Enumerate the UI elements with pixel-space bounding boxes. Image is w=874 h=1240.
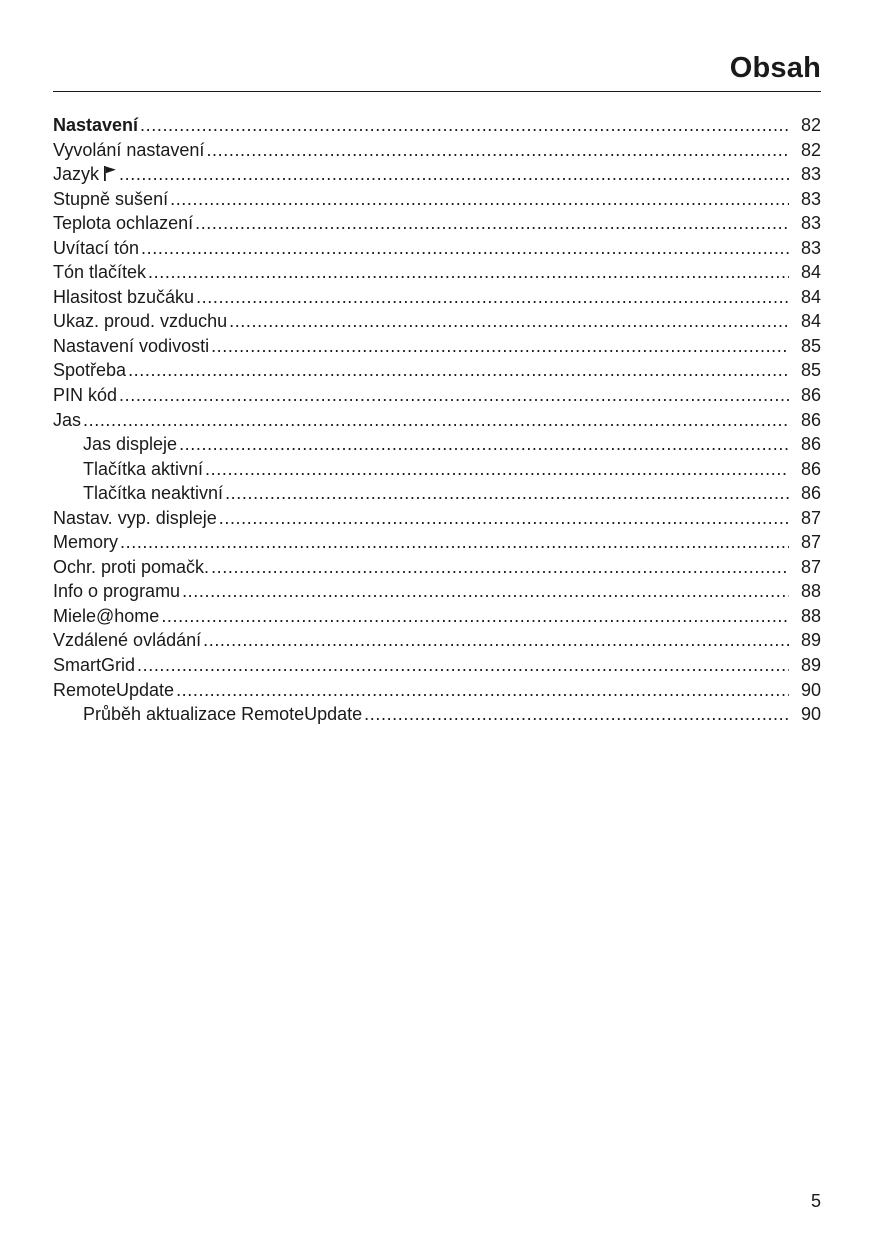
toc-entry[interactable]: [53, 481, 821, 506]
toc-dot-leader: [170, 187, 789, 212]
toc-entry-label: Teplota ochlazení: [53, 213, 194, 234]
toc-entry-page: 88: [800, 581, 821, 602]
toc-entry-label: Průběh aktualizace RemoteUpdate: [83, 704, 363, 725]
toc-entry-page: 86: [800, 409, 821, 430]
toc-entry[interactable]: [53, 358, 821, 383]
toc-entry-label: Vzdálené ovládání: [53, 630, 202, 651]
toc-entry[interactable]: [53, 113, 821, 138]
toc-dot-leader: [179, 432, 789, 457]
toc-dot-leader: [128, 358, 789, 383]
toc-dot-leader: [229, 309, 789, 334]
toc-entry-label: Nastavení vodivosti: [53, 335, 210, 356]
toc-entry-page: 82: [800, 139, 821, 160]
toc-dot-leader: [205, 457, 789, 482]
toc-entry[interactable]: [53, 530, 821, 555]
toc-entry-page: 87: [800, 556, 821, 577]
toc-entry-label: Spotřeba: [53, 360, 127, 381]
toc-entry[interactable]: [53, 579, 821, 604]
toc-dot-leader: [203, 628, 789, 653]
toc-entry-page: 84: [800, 262, 821, 283]
toc-entry[interactable]: [53, 702, 821, 727]
toc-dot-leader: [141, 236, 789, 261]
toc-dot-leader: [219, 506, 789, 531]
toc-dot-leader: [211, 334, 789, 359]
toc-entry[interactable]: [53, 628, 821, 653]
toc-dot-leader: [83, 408, 789, 433]
toc-dot-leader: [176, 678, 789, 703]
toc-entry-label: Hlasitost bzučáku: [53, 286, 195, 307]
toc-entry-page: 88: [800, 605, 821, 626]
page-number: 5: [810, 1191, 821, 1211]
toc-entry-page: 86: [800, 434, 821, 455]
toc-entry[interactable]: [53, 138, 821, 163]
toc-entry-label: Tlačítka aktivní: [83, 458, 204, 479]
toc-entry[interactable]: [53, 383, 821, 408]
title-divider: [53, 91, 821, 92]
toc-entry-page: 85: [800, 335, 821, 356]
toc-entry[interactable]: [53, 334, 821, 359]
toc-entry-page: 89: [800, 630, 821, 651]
toc-entry-page: 89: [800, 655, 821, 676]
toc-dot-leader: [137, 653, 789, 678]
toc-dot-leader: [364, 702, 789, 727]
toc-entry-page: 83: [800, 164, 821, 185]
toc-entry-page: 86: [800, 458, 821, 479]
toc-entry-label: Nastavení: [53, 115, 139, 135]
toc-entry-label: Info o programu: [53, 581, 181, 602]
toc-entry[interactable]: [53, 408, 821, 433]
toc-entry-label-wrap: [53, 162, 117, 187]
toc-entry-page: 86: [800, 385, 821, 406]
toc-entry-label: Ochr. proti pomačk.: [53, 556, 210, 577]
page-title: Obsah: [729, 52, 821, 84]
toc-entry[interactable]: [53, 506, 821, 531]
toc-dot-leader: [195, 211, 789, 236]
toc-entry[interactable]: [53, 678, 821, 703]
toc-entry-label: Tón tlačítek: [53, 262, 147, 283]
toc-dot-leader: [161, 604, 789, 629]
toc-entry-label: RemoteUpdate: [53, 679, 175, 700]
toc-entry-label: Uvítací tón: [53, 237, 140, 258]
toc-entry-label: SmartGrid: [53, 655, 136, 676]
toc-entry-page: 85: [800, 360, 821, 381]
toc-entry-label: Stupně sušení: [53, 188, 169, 209]
flag-icon: [103, 165, 117, 181]
toc-entry[interactable]: [53, 211, 821, 236]
toc-dot-leader: [206, 138, 789, 163]
toc-dot-leader: [211, 555, 789, 580]
toc-entry[interactable]: [53, 457, 821, 482]
toc-dot-leader: [182, 579, 789, 604]
toc-entry[interactable]: [53, 432, 821, 457]
toc-entry[interactable]: [53, 309, 821, 334]
toc-dot-leader: [148, 260, 789, 285]
toc-entry-page: 90: [800, 679, 821, 700]
toc-entry[interactable]: [53, 555, 821, 580]
toc-entry-page: 83: [800, 213, 821, 234]
toc-entry-label: Vyvolání nastavení: [53, 139, 205, 160]
toc-entry-label: Miele@home: [53, 605, 160, 626]
toc-entry-page: 83: [800, 237, 821, 258]
toc-dot-leader: [225, 481, 789, 506]
toc-entry-label: Nastav. vyp. displeje: [53, 507, 217, 528]
toc-entry-label: Jas displeje: [83, 434, 178, 455]
toc-entry[interactable]: [53, 285, 821, 310]
toc-entry[interactable]: [53, 162, 821, 187]
toc-entry-label: PIN kód: [53, 385, 118, 406]
toc-entry[interactable]: [53, 653, 821, 678]
toc-entry-page: 84: [800, 311, 821, 332]
toc-entry-page: 83: [800, 188, 821, 209]
toc-entry-label: Jazyk: [53, 164, 100, 185]
toc-entry[interactable]: [53, 260, 821, 285]
toc-entry-label: Jas: [53, 409, 82, 430]
toc-entry[interactable]: [53, 604, 821, 629]
toc-dot-leader: [196, 285, 789, 310]
toc-dot-leader: [119, 383, 789, 408]
toc-entry-label: Memory: [53, 532, 119, 553]
toc-dot-leader: [140, 113, 789, 138]
toc-entry[interactable]: [53, 187, 821, 212]
table-of-contents: [53, 113, 821, 727]
toc-dot-leader: [119, 162, 789, 187]
toc-entry-page: 82: [800, 115, 821, 135]
toc-entry-page: 87: [800, 507, 821, 528]
toc-entry[interactable]: [53, 236, 821, 261]
toc-entry-page: 90: [800, 704, 821, 725]
toc-entry-page: 87: [800, 532, 821, 553]
toc-entry-page: 84: [800, 286, 821, 307]
toc-entry-label: Tlačítka neaktivní: [83, 483, 224, 504]
toc-dot-leader: [120, 530, 789, 555]
toc-entry-page: 86: [800, 483, 821, 504]
toc-entry-label: Ukaz. proud. vzduchu: [53, 311, 228, 332]
